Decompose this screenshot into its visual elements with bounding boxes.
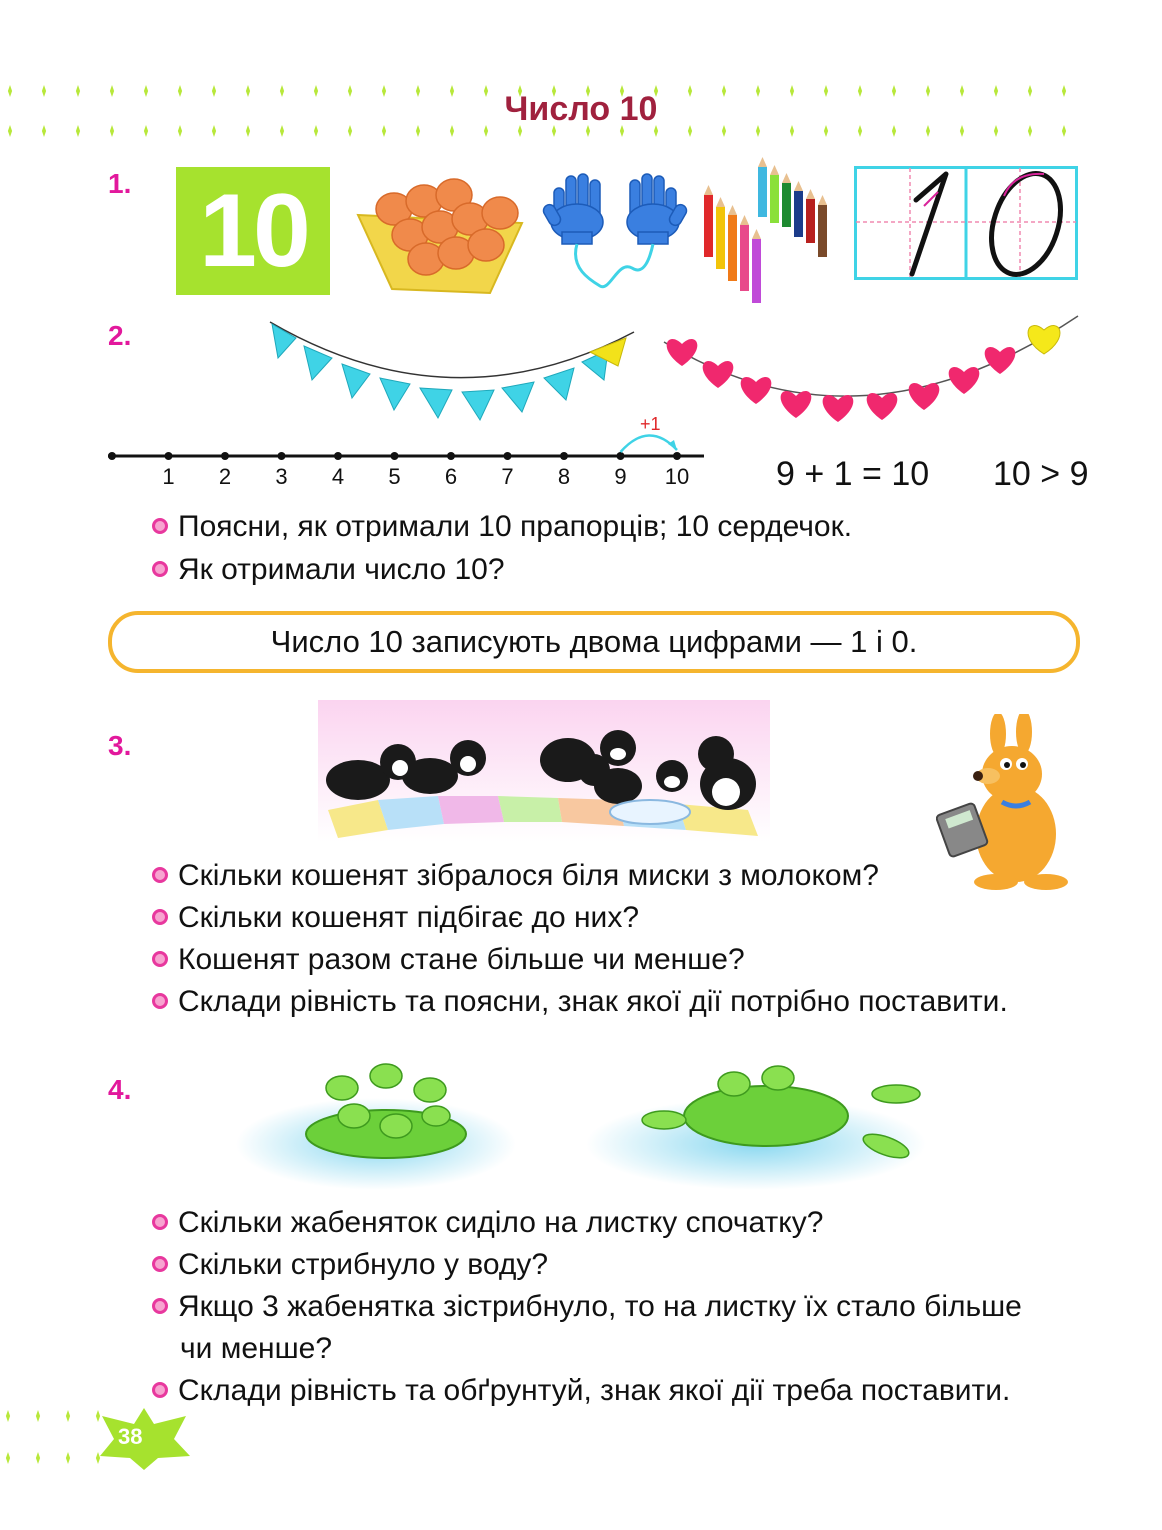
number-line-tick [504,452,512,460]
number-line-tick [447,452,455,460]
kittens-image [318,700,770,842]
task3-bullet-4: Склади рівність та поясни, знак якої дії потрібно поставити. [152,985,1008,1019]
rule-box: Число 10 записують двома цифрами — 1 і 0. [108,611,1080,673]
task3-bullet-3: Кошенят разом стане більше чи менше? [152,943,745,977]
number-line-label: 9 [614,464,627,489]
number-line-tick [560,452,568,460]
bullet-icon [152,993,168,1009]
page-number: 38 [118,1424,143,1449]
equation-addition: 9 + 1 = 10 [776,455,930,493]
bullet-icon [152,1214,168,1230]
bullet-icon [152,1298,168,1314]
bullet-icon [152,867,168,883]
pencils-image [700,155,840,310]
heart-mark [867,393,898,420]
number-line-label: 7 [501,464,514,489]
task2-bullet-1: Поясни, як отримали 10 прапорців; 10 сердечок. [152,510,852,544]
number-line-label: 5 [388,464,401,489]
page-number-badge [96,1406,192,1472]
number-line-label: 8 [557,464,571,489]
number-card [176,167,330,295]
dotted-corner-decoration [0,1408,110,1468]
number-line-label: 6 [444,464,458,489]
kangaroo-calculator-image [936,714,1076,894]
bullet-icon [152,951,168,967]
frogs-image [236,1054,936,1194]
decor-dot [36,1452,40,1464]
decor-dot [66,1410,70,1422]
task-number-3: 3. [108,730,132,761]
egg-tray-image [352,165,532,297]
task4-bullet-3-continued: чи менше? [180,1332,333,1365]
bullet-icon [152,909,168,925]
decor-dot [6,1410,10,1422]
task3-bullet-2: Скільки кошенят підбігає до них? [152,901,639,935]
number-line-tick [108,452,116,460]
hearts-garland-image [660,312,1080,432]
plus-one-label: +1 [640,414,661,434]
decor-dot [66,1452,70,1464]
bullet-icon [152,1256,168,1272]
page-title: Число 10 [504,90,658,128]
decor-dot [6,1452,10,1464]
number-line-tick [278,452,286,460]
task3-bullet-1: Скільки кошенят зібралося біля миски з молоком? [152,859,879,893]
heart-mark [823,395,854,422]
heart-mark [781,391,812,418]
number-line-label: 2 [218,464,232,489]
big-number: 10 [199,173,307,289]
task4-bullet-3: Якщо 3 жабенятка зістрибнуло, то на листку їх стало більше [152,1290,1022,1324]
task2-bullet-2: Як отримали число 10? [152,553,505,587]
number-line-label: 1 [162,464,175,489]
number-line-tick [391,452,399,460]
heart-mark [703,361,734,388]
heart-mark [741,377,772,404]
task4-bullet-4: Склади рівність та обґрунтуй, знак якої дії треба поставити. [152,1374,1010,1408]
heart-mark [667,339,698,366]
task-number-2: 2. [108,320,132,351]
task-number-4: 4. [108,1074,132,1105]
number-line-tick [334,452,342,460]
task-number-1: 1. [108,168,132,199]
decor-dot [36,1410,40,1422]
number-line-label: 10 [664,464,690,489]
equation-comparison: 10 > 9 [993,455,1089,493]
heart-mark [985,347,1016,374]
bullet-icon [152,518,168,534]
number-line-tick [617,452,625,460]
number-line-label: 3 [275,464,288,489]
bullet-icon [152,561,168,577]
heart-mark [949,367,980,394]
number-line-tick [673,452,681,460]
number-line [104,412,708,472]
task4-bullet-1: Скільки жабеняток сиділо на листку спочатку? [152,1206,823,1240]
task4-bullet-2: Скільки стрибнуло у воду? [152,1248,548,1282]
yellow-heart-mark [1028,326,1060,354]
bullet-icon [152,1382,168,1398]
handwriting-digits-box [854,166,1078,280]
gloves-image [540,168,690,296]
number-line-tick [221,452,229,460]
number-line-tick [165,452,173,460]
number-line-label: 4 [331,464,345,489]
